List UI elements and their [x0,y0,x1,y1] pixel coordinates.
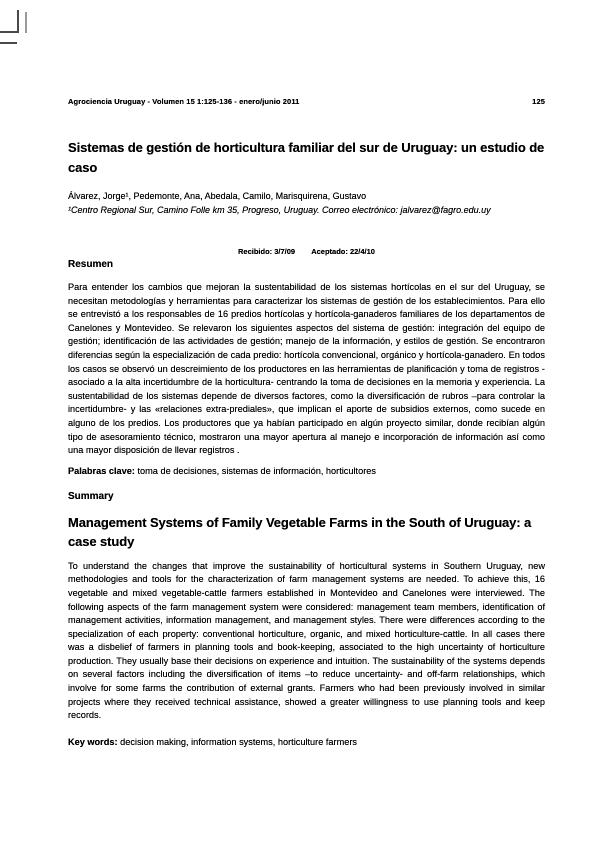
resumen-paragraph: Para entender los cambios que mejoran la sustentabilidad de los sistemas hortícolas en el sur del Uruguay, se necesitan metodologías y herramientas para caracterizar los sistemas de gestión de los establecimientos. Para ello se entrevistó a los responsables de 16 predios hortícolas y hortícola-ganaderos familiares de los departamentos de Canelones y Montevideo. Se relevaron los siguientes aspectos del sistema de gestión: integración del equipo de gestión; identificación de las actividades de gestión; manejo de la información, y estilos de gestión. Se encontraron diferencias según la especialización de cada predio: hortícola convencional, orgánico y hortícola-ganadero. En todos los casos se observó un descreimiento de los productores en las herramientas de planificación y toma de registros -asociado a la alta incertidumbre de la horticultura- centrando la toma de decisiones en la memoria y experiencia. La sustentabilidad de los sistemas depende de diversos factores, como la diversificación de rubros –para controlar la incertidumbre- y las «relaciones extra-prediales», que implican el aporte de subsidios externos, como sucede en alguno de los predios. Los productores que ya habían participado en algún proyecto similar, donde recibían algún tipo de asesoramiento técnico, mostraron una mayor apertura al manejo e incorporación de información así como una mayor disposición de llevar registros . [68,282,545,456]
summary-heading: Summary [68,490,114,502]
keywords-value: decision making, information systems, horticulture farmers [120,736,358,747]
scan-mark-horizontal-1 [0,31,19,33]
authors-line: Álvarez, Jorge¹, Pedemonte, Ana, Abedala, Camilo, Marisquirena, Gustavo [68,191,367,201]
running-head [68,97,545,106]
summary-paragraph: To understand the changes that improve the sustainability of horticultural systems in Southern Uruguay, new methodologies and tools for the characterization of farm management systems are needed. To achieve this, 16 vegetable and mixed vegetable-cattle farmers established in Montevideo and Canelones were interviewed. The following aspects of the farm management system were considered: management team members, identification of management activities, information management, and management styles. There were differences according to the specialization of each property: conventional horticulture, organic, and mixed horticulture-cattle. In all cases there was a disbelief of farmers in planning tools and book-keeping, associated to the high uncertainty of horticulture production. They usually base their decisions on experience and intuition. The sustainability of the systems depends on several factors including the diversification of items –to reduce uncertainty- and off-farm relationships, which involve for some farms the contribution of external grants. Farmers who had been previously involved in similar projects where they received technical assistance, showed a greater willingness to use planning tools and keep records. [68,560,545,721]
article-title-english: Management Systems of Family Vegetable Farms in the South of Uruguay: a case study [68,514,532,550]
received-accepted-line [68,247,545,256]
received-date: Recibido: 3/7/09 [238,247,296,256]
article-content [68,138,545,748]
scan-mark-horizontal-2 [0,42,17,44]
article-title-spanish: Sistemas de gestión de horticultura familiar del sur de Uruguay: un estudio de caso [68,140,545,175]
accepted-date: Aceptado: 22/4/10 [311,247,375,256]
palabras-clave-line [68,466,545,477]
keywords-label: Key words: [68,736,118,747]
scan-mark-vertical-1 [17,10,19,33]
affiliation-line: ¹Centro Regional Sur, Camino Folle km 35, Progreso, Uruguay. Correo electrónico: jalvarez@fagro.edu.uy [68,205,491,215]
journal-citation: Agrociencia Uruguay - Volumen 15 1:125-136 - enero/junio 2011 [68,97,300,106]
palabras-clave-label: Palabras clave: [68,465,135,476]
page-number: 125 [532,97,545,106]
palabras-clave-value: toma de decisiones, sistemas de información, horticultores [137,465,376,476]
resumen-heading: Resumen [68,259,114,270]
keywords-line [68,737,545,748]
scan-mark-vertical-2 [25,12,27,33]
